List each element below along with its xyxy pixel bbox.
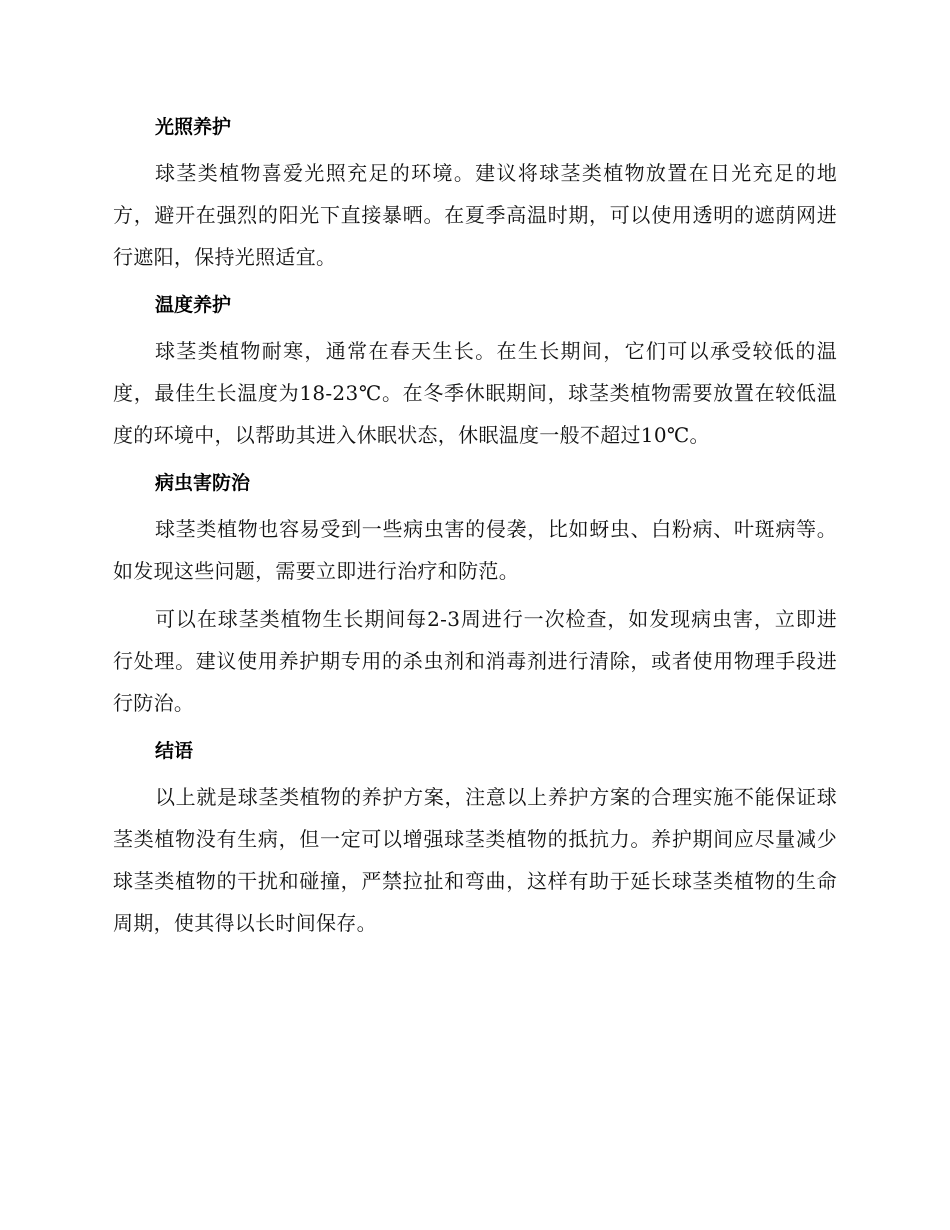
section-temperature-care bbox=[113, 284, 837, 456]
section-heading: 光照养护 bbox=[155, 116, 232, 138]
section-paragraph: 球茎类植物也容易受到一些病虫害的侵袭，比如蚜虫、白粉病、叶斑病等。如发现这些问题，需要立即进行治疗和防范。 bbox=[113, 517, 837, 583]
section-heading: 温度养护 bbox=[155, 294, 232, 316]
section-heading: 结语 bbox=[155, 740, 194, 762]
section-paragraph: 以上就是球茎类植物的养护方案，注意以上养护方案的合理实施不能保证球茎类植物没有生病，但一定可以增强球茎类植物的抵抗力。养护期间应尽量减少球茎类植物的干扰和碰撞，严禁拉扯和弯曲，这样有助于延长球茎类植物的生命周期，使其得以长时间保存。 bbox=[113, 785, 837, 935]
section-paragraph: 球茎类植物喜爱光照充足的环境。建议将球茎类植物放置在日光充足的地方，避开在强烈的阳光下直接暴晒。在夏季高温时期，可以使用透明的遮荫网进行遮阳，保持光照适宜。 bbox=[113, 161, 837, 269]
section-light-care bbox=[113, 106, 837, 278]
section-paragraph: 可以在球茎类植物生长期间每2-3周进行一次检查，如发现病虫害，立即进行处理。建议使用养护期专用的杀虫剂和消毒剂进行清除，或者使用物理手段进行防治。 bbox=[113, 607, 837, 715]
section-pest-control bbox=[113, 462, 837, 724]
document-body bbox=[113, 106, 837, 950]
section-conclusion bbox=[113, 730, 837, 944]
section-paragraph: 球茎类植物耐寒，通常在春天生长。在生长期间，它们可以承受较低的温度，最佳生长温度为18-23℃。在冬季休眠期间，球茎类植物需要放置在较低温度的环境中，以帮助其进入休眠状态，休眠温度一般不超过10℃。 bbox=[113, 339, 837, 447]
section-heading: 病虫害防治 bbox=[155, 472, 251, 494]
